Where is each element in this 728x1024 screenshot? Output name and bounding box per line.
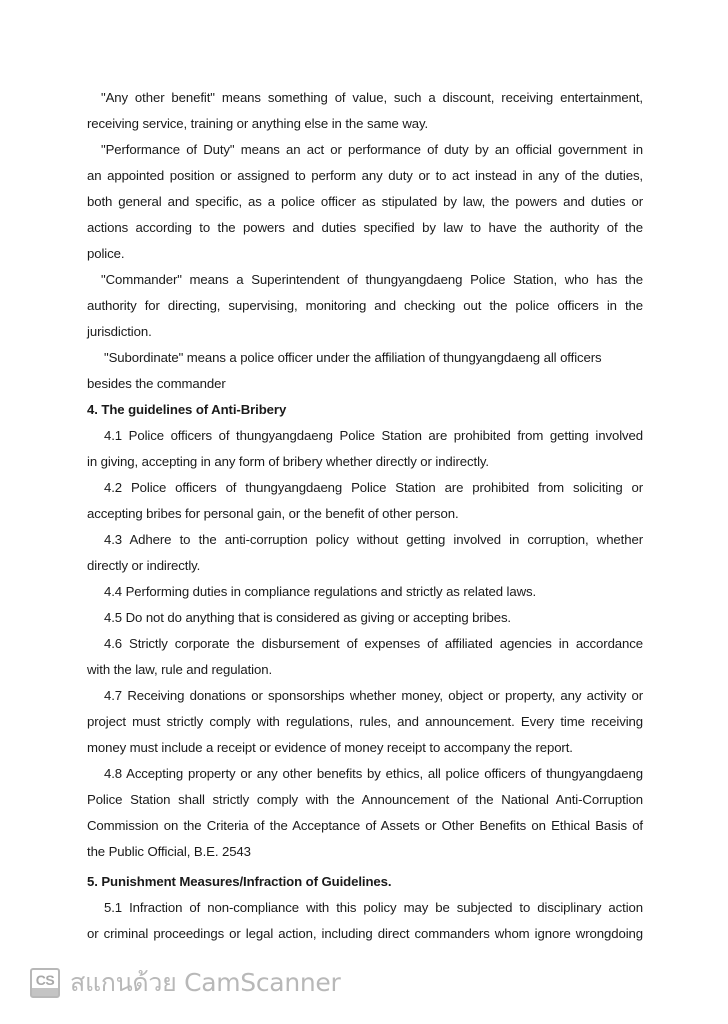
camscanner-watermark-text: สแกนด้วย CamScanner (70, 968, 341, 997)
camscanner-logo-icon (30, 968, 60, 998)
definition-performance-of-duty-line-2: an appointed position or assigned to perform any duty or to act instead in any of the duties, (87, 168, 643, 183)
item-4-2-line-1: 4.2 Police officers of thungyangdaeng Police Station are prohibited from soliciting or (104, 480, 643, 495)
item-4-7-line-1: 4.7 Receiving donations or sponsorships whether money, object or property, any activity or (104, 688, 643, 703)
item-4-2-line-2: accepting bribes for personal gain, or the benefit of other person. (87, 506, 459, 521)
item-4-8-line-3: Commission on the Criteria of the Acceptance of Assets or Other Benefits on Ethical Basis of (87, 818, 643, 833)
camscanner-watermark (30, 966, 340, 1000)
section-4-heading: 4. The guidelines of Anti-Bribery (87, 402, 287, 417)
item-4-8-line-1: 4.8 Accepting property or any other benefits by ethics, all police officers of thungyangdaeng (104, 766, 643, 781)
definition-performance-of-duty-line-1: "Performance of Duty" means an act or performance of duty by an official government in (101, 142, 643, 157)
definition-commander-line-1: "Commander" means a Superintendent of thungyangdaeng Police Station, who has the (101, 272, 643, 287)
item-4-4: 4.4 Performing duties in compliance regulations and strictly as related laws. (104, 584, 537, 599)
definition-subordinate-line-1: "Subordinate" means a police officer under the affiliation of thungyangdaeng all officers (104, 350, 602, 365)
item-4-3-line-2: directly or indirectly. (87, 558, 201, 573)
definition-any-other-benefit-line-2: receiving service, training or anything else in the same way. (87, 116, 429, 131)
item-4-3-line-1: 4.3 Adhere to the anti-corruption policy without getting involved in corruption, whether (104, 532, 643, 547)
definition-performance-of-duty-line-3: both general and specific, as a police officer as stipulated by law, the powers and duties or (87, 194, 643, 209)
camscanner-logo-text: CS (35, 972, 55, 988)
item-4-6-line-1: 4.6 Strictly corporate the disbursement of expenses of affiliated agencies in accordance (104, 636, 643, 651)
item-4-7-line-2: project must strictly comply with regulations, rules, and announcement. Every time receiving (87, 714, 643, 729)
item-4-1-line-1: 4.1 Police officers of thungyangdaeng Police Station are prohibited from getting involved (104, 428, 643, 443)
item-4-7-line-3: money must include a receipt or evidence of money receipt to accompany the report. (87, 740, 573, 755)
item-4-8-line-4: the Public Official, B.E. 2543 (87, 844, 251, 859)
item-4-6-line-2: with the law, rule and regulation. (87, 662, 273, 677)
definition-performance-of-duty-line-5: police. (87, 246, 125, 261)
definition-commander-line-2: authority for directing, supervising, monitoring and checking out the police officers in the (87, 298, 643, 313)
definition-any-other-benefit-line-1: "Any other benefit" means something of value, such a discount, receiving entertainment, (101, 90, 643, 105)
definition-commander-line-3: jurisdiction. (87, 324, 152, 339)
item-5-1-line-1: 5.1 Infraction of non-compliance with this policy may be subjected to disciplinary action (104, 900, 643, 915)
item-5-1-line-2: or criminal proceedings or legal action, including direct commanders whom ignore wrongdoing (87, 926, 643, 941)
definition-subordinate-line-2: besides the commander (87, 376, 226, 391)
item-4-1-line-2: in giving, accepting in any form of bribery whether directly or indirectly. (87, 454, 489, 469)
item-4-8-line-2: Police Station shall strictly comply with the Announcement of the National Anti-Corruption (87, 792, 643, 807)
section-5-heading: 5. Punishment Measures/Infraction of Guidelines. (87, 874, 392, 889)
definition-performance-of-duty-line-4: actions according to the powers and duties specified by law to have the authority of the (87, 220, 643, 235)
item-4-5: 4.5 Do not do anything that is considered as giving or accepting bribes. (104, 610, 511, 625)
